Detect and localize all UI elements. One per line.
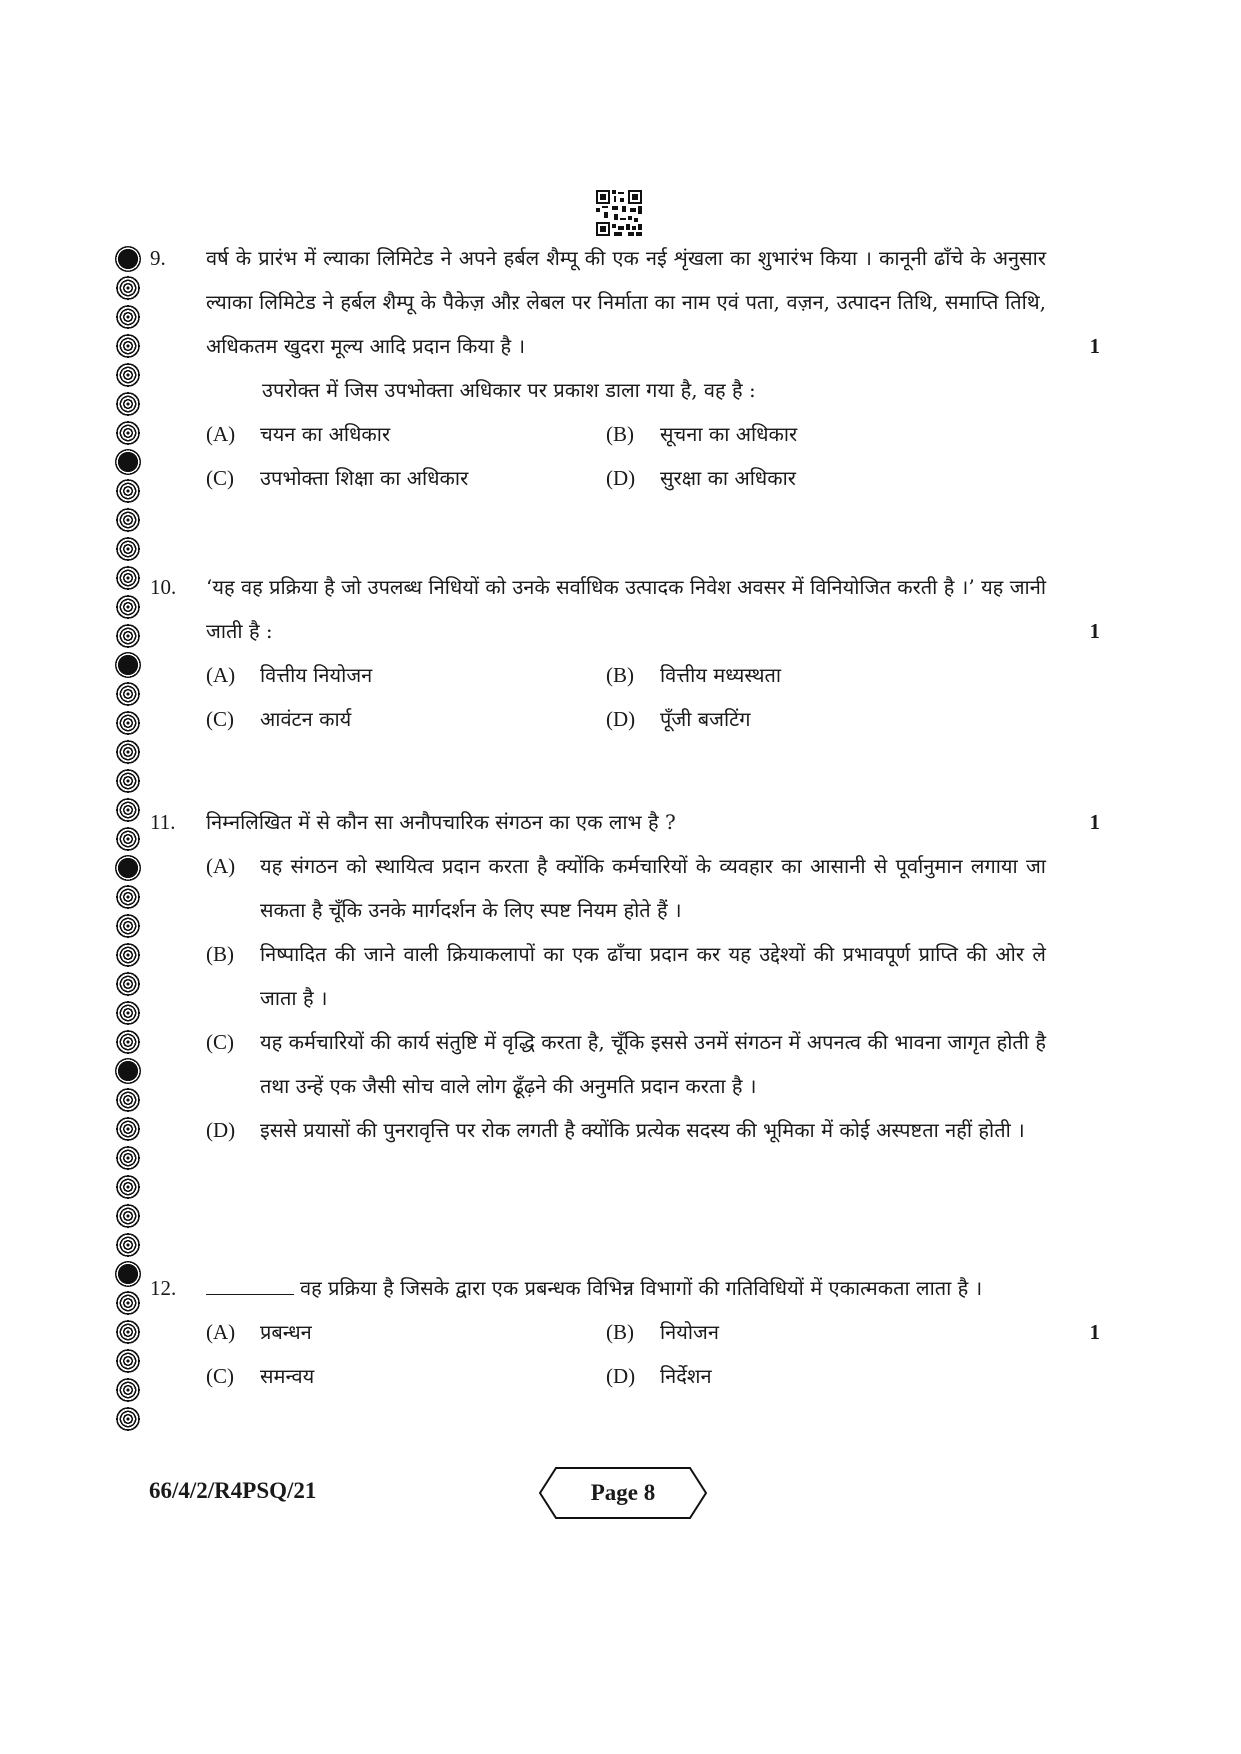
margin-mark: [115, 275, 141, 301]
margin-mark: [115, 1087, 141, 1113]
margin-mark: [115, 913, 141, 939]
question-lead: उपरोक्त में जिस उपभोक्ता अधिकार पर प्रकाश डाला गया है, वह है :: [262, 378, 756, 402]
page-number: Page 8: [590, 1480, 656, 1505]
question-marks: 1: [1089, 810, 1100, 834]
question-text-wrap: [206, 1266, 1046, 1310]
option-b: (B) निष्पादित की जाने वाली क्रियाकलापों का एक ढाँचा प्रदान कर यह उद्देश्यों की प्रभावपूर्ण प्राप्ति की ओर ले जाता है ।: [206, 942, 1046, 1010]
question-number: 12.: [150, 1276, 177, 1300]
options-grid: [206, 412, 1046, 500]
margin-mark: [115, 478, 141, 504]
question-12: [150, 1266, 1100, 1398]
option-c: (C) उपभोक्ता शिक्षा का अधिकार: [206, 466, 469, 490]
fill-in-blank: [206, 1278, 294, 1295]
margin-mark: [115, 449, 141, 475]
question-marks: 1: [1089, 619, 1100, 643]
option-d: (D) निर्देशन: [606, 1364, 712, 1388]
question-11: [150, 800, 1100, 1152]
question-marks: 1: [1089, 1320, 1100, 1344]
margin-mark: [115, 1290, 141, 1316]
question-number: 11.: [150, 810, 176, 834]
margin-mark: [115, 1319, 141, 1345]
margin-mark: [115, 1029, 141, 1055]
margin-mark: [115, 1203, 141, 1229]
margin-mark: [115, 333, 141, 359]
option-d: (D) इससे प्रयासों की पुनरावृत्ति पर रोक लगती है क्योंकि प्रत्येक सदस्य की भूमिका में कोई अस्पष्टता नहीं होती ।: [206, 1118, 1025, 1142]
margin-mark: [115, 710, 141, 736]
question-text: ‘यह वह प्रक्रिया है जो उपलब्ध निधियों को उनके सर्वाधिक उत्पादक निवेश अवसर में विनियोजित करती है ।’ यह जानी जाती है :: [206, 575, 1046, 643]
margin-mark: [115, 391, 141, 417]
margin-mark: [115, 1348, 141, 1374]
qr-code: [596, 190, 642, 236]
margin-mark: [115, 1145, 141, 1171]
margin-mark: [115, 304, 141, 330]
question-text: निम्नलिखित में से कौन सा अनौपचारिक संगठन का एक लाभ है ?: [206, 810, 676, 834]
option-a: (A) यह संगठन को स्थायित्व प्रदान करता है क्योंकि कर्मचारियों के व्यवहार का आसानी से पूर्वानुमान लगाया जा सकता है चूँकि उनके मार्गदर्शन के लिए स्पष्ट नियम होते हैं ।: [206, 854, 1046, 922]
question-text: वर्ष के प्रारंभ में ल्याका लिमिटेड ने अपने हर्बल शैम्पू की एक नई शृंखला का शुभारंभ किया । कानूनी ढाँचे के अनुसार ल्याका लिमिटेड ने हर्बल शैम्पू के पैकेज़ औऱ लेबल पर निर्माता का नाम एवं पता, वज़न, उत्पादन तिथि, समाप्ति तिथि, अधिकतम खुदरा मूल्य आदि प्रदान किया है ।: [206, 246, 1046, 358]
option-b: (B) नियोजन: [606, 1320, 719, 1344]
margin-mark: [115, 681, 141, 707]
margin-mark: [115, 652, 141, 678]
question-number: 10.: [150, 575, 177, 599]
paper-code: 66/4/2/R4PSQ/21: [149, 1478, 317, 1503]
margin-mark: [115, 1058, 141, 1084]
margin-mark: [115, 971, 141, 997]
margin-mark: [115, 1000, 141, 1026]
margin-mark: [115, 1232, 141, 1258]
question-text: वह प्रक्रिया है जिसके द्वारा एक प्रबन्धक विभिन्न विभागों की गतिविधियों में एकात्मकता लाता है ।: [300, 1276, 983, 1300]
option-d: (D) सुरक्षा का अधिकार: [606, 466, 796, 490]
margin-mark: [115, 623, 141, 649]
margin-mark: [115, 420, 141, 446]
margin-mark: [115, 855, 141, 881]
margin-mark: [115, 739, 141, 765]
question-10: [150, 565, 1100, 741]
question-number: 9.: [150, 246, 166, 270]
margin-registration-marks: [113, 246, 145, 1435]
option-c: (C) यह कर्मचारियों की कार्य संतुष्टि में वृद्धि करता है, चूँकि इससे उनमें संगठन में अपनत्व की भावना जागृत होती है तथा उन्हें एक जैसी सोच वाले लोग ढूँढ़ने की अनुमति प्रदान करता है ।: [206, 1030, 1046, 1098]
option-d: (D) पूँजी बजटिंग: [606, 707, 751, 731]
margin-mark: [115, 1377, 141, 1403]
margin-mark: [115, 826, 141, 852]
option-b: (B) सूचना का अधिकार: [606, 422, 798, 446]
margin-mark: [115, 884, 141, 910]
option-a: (A) वित्तीय नियोजन: [206, 663, 373, 687]
question-9: [150, 236, 1100, 500]
option-a: (A) प्रबन्धन: [206, 1320, 312, 1344]
option-b: (B) वित्तीय मध्यस्थता: [606, 663, 782, 687]
margin-mark: [115, 1174, 141, 1200]
question-marks: 1: [1089, 334, 1100, 358]
margin-mark: [115, 1406, 141, 1432]
margin-mark: [115, 797, 141, 823]
margin-mark: [115, 1116, 141, 1142]
margin-mark: [115, 536, 141, 562]
option-c: (C) आवंटन कार्य: [206, 707, 352, 731]
option-c: (C) समन्वय: [206, 1364, 315, 1388]
margin-mark: [115, 768, 141, 794]
margin-mark: [115, 942, 141, 968]
margin-mark: [115, 507, 141, 533]
options-grid: [206, 653, 1046, 741]
margin-mark: [115, 1261, 141, 1287]
margin-mark: [115, 594, 141, 620]
option-a: (A) चयन का अधिकार: [206, 422, 391, 446]
page-number-badge: [538, 1466, 708, 1520]
margin-mark: [115, 246, 141, 272]
margin-mark: [115, 565, 141, 591]
margin-mark: [115, 362, 141, 388]
options-grid: [206, 1310, 1046, 1398]
